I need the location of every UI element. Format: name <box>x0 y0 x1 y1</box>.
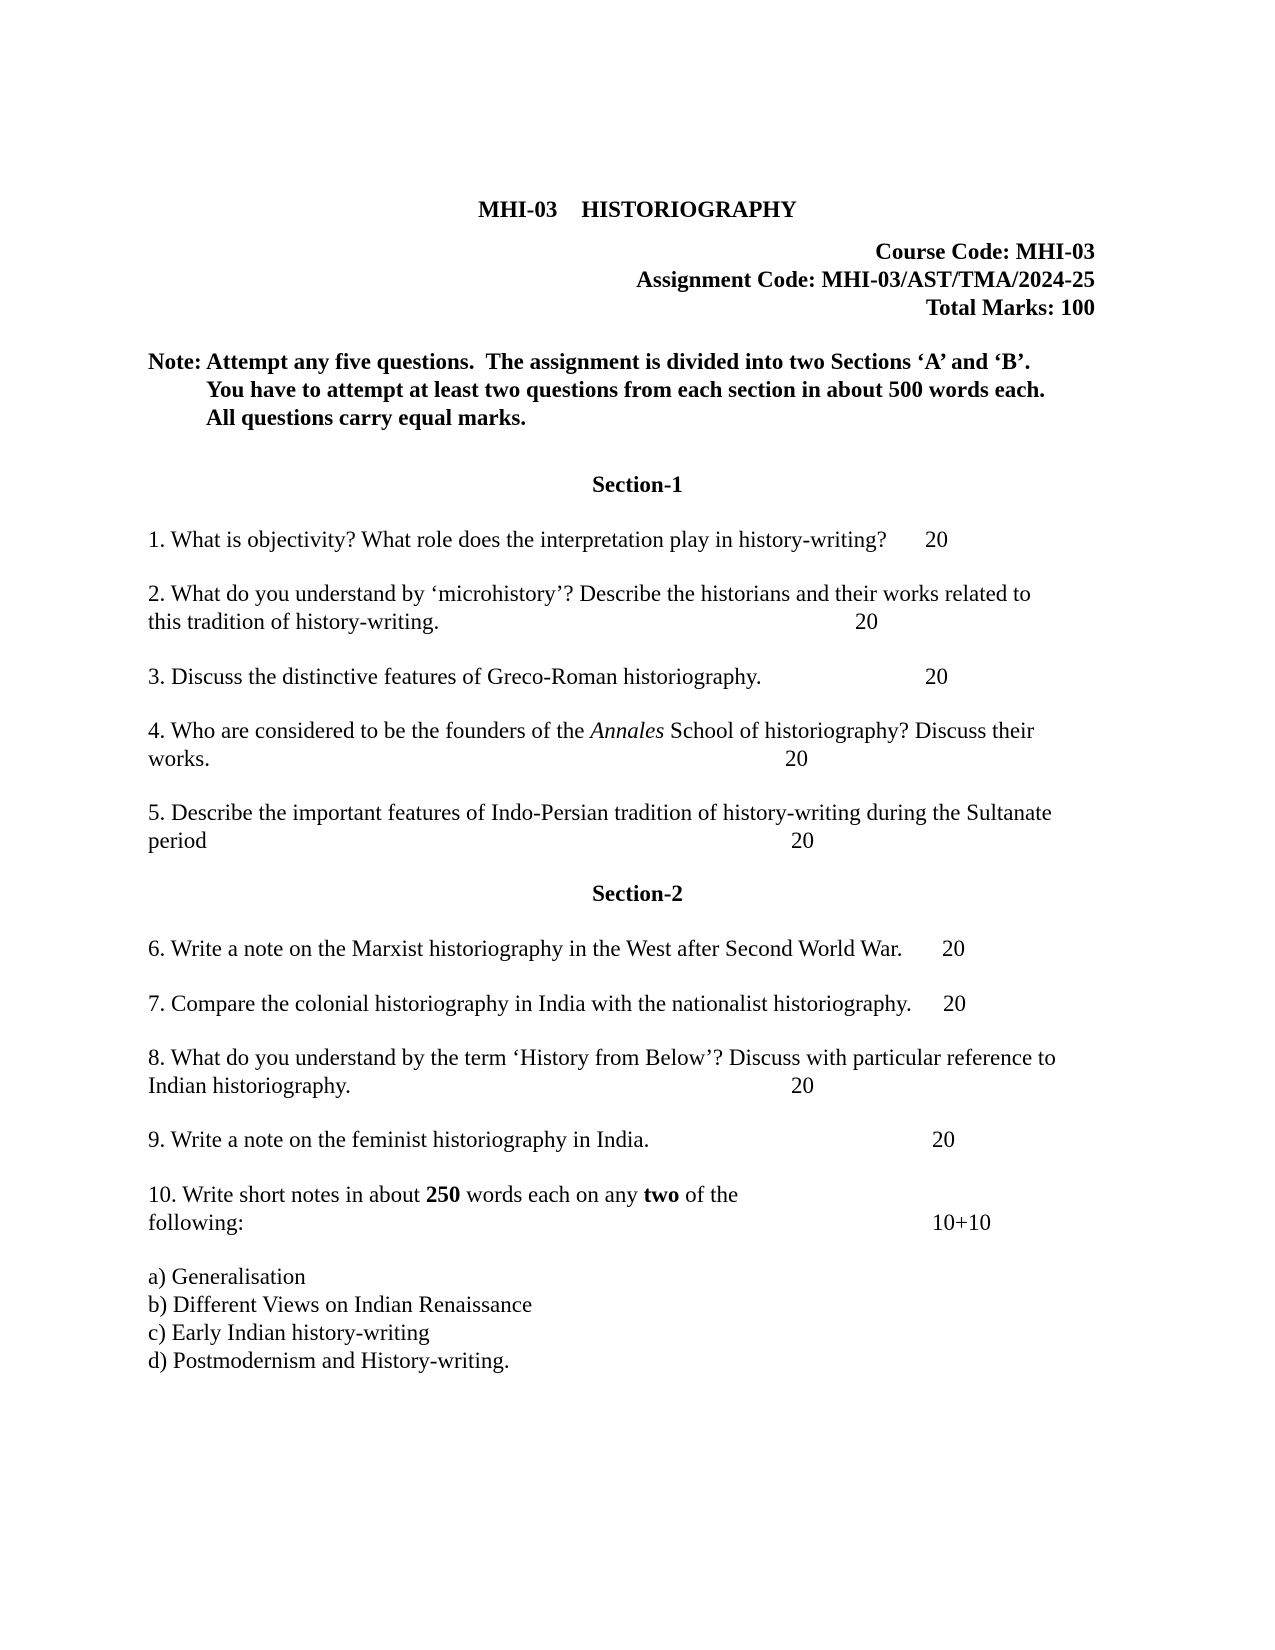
question-text-cont: Indian historiography. <box>148 1073 351 1098</box>
course-code: Course Code: MHI-03 <box>875 239 1095 264</box>
question-text: 9. Write a note on the feminist historiography in India. <box>148 1127 650 1152</box>
question-2 <box>148 580 1095 636</box>
question-marks: 20 <box>932 1127 955 1152</box>
question-text-part: 4. Who are considered to be the founders of the <box>148 718 591 743</box>
sub-option-a: a) Generalisation <box>148 1264 306 1289</box>
document-title <box>0 197 1275 223</box>
sub-options-list <box>148 1263 532 1375</box>
note-line-3: All questions carry equal marks. <box>206 405 527 430</box>
annales-emphasis: Annales <box>590 718 665 743</box>
sub-option-c: c) Early Indian history-writing <box>148 1320 430 1345</box>
question-text-part: 10. Write short notes in about <box>148 1182 426 1207</box>
question-text-part: School of historiography? Discuss their <box>664 718 1035 743</box>
course-code-title: MHI-03 <box>478 197 558 222</box>
question-10 <box>148 1181 1095 1237</box>
count-emphasis: two <box>643 1182 680 1207</box>
question-6 <box>148 935 1095 963</box>
question-text: 7. Compare the colonial historiography in India with the nationalist historiography. <box>148 991 912 1016</box>
question-marks: 20 <box>925 527 948 552</box>
question-marks: 20 <box>943 991 966 1016</box>
question-text: 8. What do you understand by the term ‘History from Below’? Discuss with particular reference to <box>148 1045 1056 1070</box>
question-marks: 20 <box>942 936 965 961</box>
assignment-code: Assignment Code: MHI-03/AST/TMA/2024-25 <box>636 267 1095 292</box>
question-text: 3. Discuss the distinctive features of Greco-Roman historiography. <box>148 664 762 689</box>
question-text: 1. What is objectivity? What role does the interpretation play in history-writing? <box>148 527 887 552</box>
word-count-emphasis: 250 <box>425 1182 461 1207</box>
note-line-1: Note: Attempt any five questions. The assignment is divided into two Sections ‘A’ and ‘B’. <box>148 349 1031 374</box>
section-2-heading: Section-2 <box>592 881 683 906</box>
question-text: 5. Describe the important features of Indo-Persian tradition of history-writing during the Sultanate <box>148 800 1052 825</box>
section-1-heading: Section-1 <box>592 472 683 497</box>
question-text-cont: this tradition of history-writing. <box>148 609 440 634</box>
question-text-cont: following: <box>148 1210 244 1235</box>
question-marks: 20 <box>791 1073 814 1098</box>
question-marks: 20 <box>855 609 878 634</box>
question-marks: 10+10 <box>932 1210 991 1235</box>
question-text: 2. What do you understand by ‘microhistory’? Describe the historians and their works related to <box>148 581 1031 606</box>
question-text <box>148 717 1095 745</box>
question-text <box>148 1181 1095 1209</box>
question-text-cont: works. <box>148 746 210 771</box>
question-7 <box>148 990 1095 1018</box>
total-marks: Total Marks: 100 <box>925 295 1095 320</box>
question-5 <box>148 799 1095 855</box>
question-8 <box>148 1044 1095 1100</box>
question-9 <box>148 1126 1095 1154</box>
question-marks: 20 <box>925 664 948 689</box>
course-name-title: HISTORIOGRAPHY <box>581 197 797 222</box>
question-1 <box>148 526 1095 554</box>
note-line-2: You have to attempt at least two questions from each section in about 500 words each. <box>206 377 1046 402</box>
question-text-part: words each on any <box>460 1182 644 1207</box>
question-marks: 20 <box>785 746 808 771</box>
sub-option-d: d) Postmodernism and History-writing. <box>148 1348 510 1373</box>
sub-option-b: b) Different Views on Indian Renaissance <box>148 1292 533 1317</box>
question-3 <box>148 663 1095 691</box>
question-text-cont: period <box>148 828 207 853</box>
question-text-part: of the <box>679 1182 739 1207</box>
question-text: 6. Write a note on the Marxist historiography in the West after Second World War. <box>148 936 903 961</box>
question-4 <box>148 717 1095 773</box>
question-marks: 20 <box>791 828 814 853</box>
instructions-note <box>148 348 1045 432</box>
